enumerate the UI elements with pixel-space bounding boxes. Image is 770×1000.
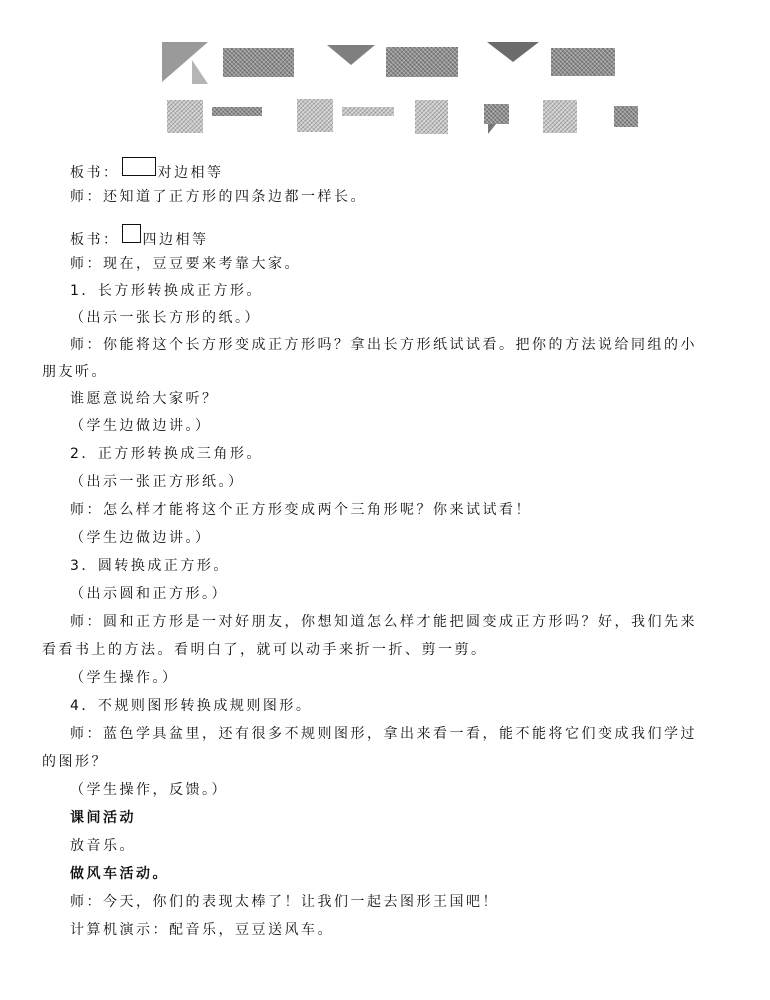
board-note-text: 四边相等	[142, 232, 209, 248]
section-heading: 2．正方形转换成三角形。	[70, 446, 263, 462]
paragraph-line-continued: 看看书上的方法。看明白了，就可以动手来折一折、剪一剪。	[42, 642, 488, 658]
paragraph-line: 计算机演示：配音乐，豆豆送风车。	[70, 922, 334, 938]
rectangle-figure	[386, 47, 458, 77]
activity-heading: 做风车活动。	[70, 866, 169, 882]
square-figure	[415, 100, 448, 134]
paragraph-line: 师：怎么样才能将这个正方形变成两个三角形呢？你来试试看！	[70, 502, 532, 518]
paragraph-line: 谁愿意说给大家听？	[70, 391, 219, 407]
paragraph-line-continued: 朋友听。	[42, 364, 108, 380]
stage-direction: （学生操作。）	[70, 670, 179, 686]
board-note-prefix: 板书：	[70, 165, 120, 181]
stage-direction: （学生边做边讲。）	[70, 530, 212, 546]
activity-heading: 课间活动	[70, 810, 136, 826]
paragraph-line: 师：你能将这个长方形变成正方形吗？拿出长方形纸试试看。把你的方法说给同组的小	[70, 337, 697, 353]
paragraph-line: 师：今天，你们的表现太棒了！让我们一起去图形王国吧！	[70, 894, 499, 910]
stage-direction: （学生边做边讲。）	[70, 418, 212, 434]
board-note-text: 对边相等	[157, 165, 224, 181]
paragraph-line: 放音乐。	[70, 838, 136, 854]
small-square-figure	[614, 106, 638, 127]
board-note-rectangle	[70, 157, 224, 183]
paragraph-line: 师：圆和正方形是一对好朋友，你想知道怎么样才能把圆变成正方形吗？好，我们先来	[70, 614, 697, 630]
strip-figure	[212, 107, 262, 116]
strip-figure	[342, 107, 394, 116]
triangle-figure	[327, 45, 375, 65]
paragraph-line: 师：蓝色学具盆里，还有很多不规则图形，拿出来看一看，能不能将它们变成我们学过	[70, 726, 697, 742]
section-heading: 4．不规则图形转换成规则图形。	[70, 698, 313, 714]
folded-square-figure	[484, 104, 509, 124]
triangle-figure	[487, 42, 539, 62]
square-figure	[167, 100, 203, 133]
folded-corner-figure-tail	[192, 60, 208, 84]
section-heading: 3．圆转换成正方形。	[70, 558, 230, 574]
rectangle-figure	[223, 48, 294, 77]
paragraph-line: 师：现在，豆豆要来考靠大家。	[70, 256, 301, 272]
rectangle-symbol-icon	[122, 157, 156, 176]
folded-tab-figure	[488, 124, 496, 134]
stage-direction: （出示一张正方形纸。）	[70, 474, 245, 490]
paper-folding-illustration	[0, 0, 770, 145]
stage-direction: （学生操作，反馈。）	[70, 782, 228, 798]
square-figure	[297, 99, 333, 132]
square-figure	[543, 100, 577, 133]
square-symbol-icon	[122, 224, 141, 243]
board-note-prefix: 板书：	[70, 232, 120, 248]
stage-direction: （出示圆和正方形。）	[70, 586, 228, 602]
section-heading: 1．长方形转换成正方形。	[70, 283, 263, 299]
paragraph-line: 师：还知道了正方形的四条边都一样长。	[70, 189, 367, 205]
paragraph-line-continued: 的图形？	[42, 754, 108, 770]
stage-direction: （出示一张长方形的纸。）	[70, 310, 261, 326]
rectangle-figure	[551, 48, 615, 76]
board-note-square	[70, 224, 209, 250]
